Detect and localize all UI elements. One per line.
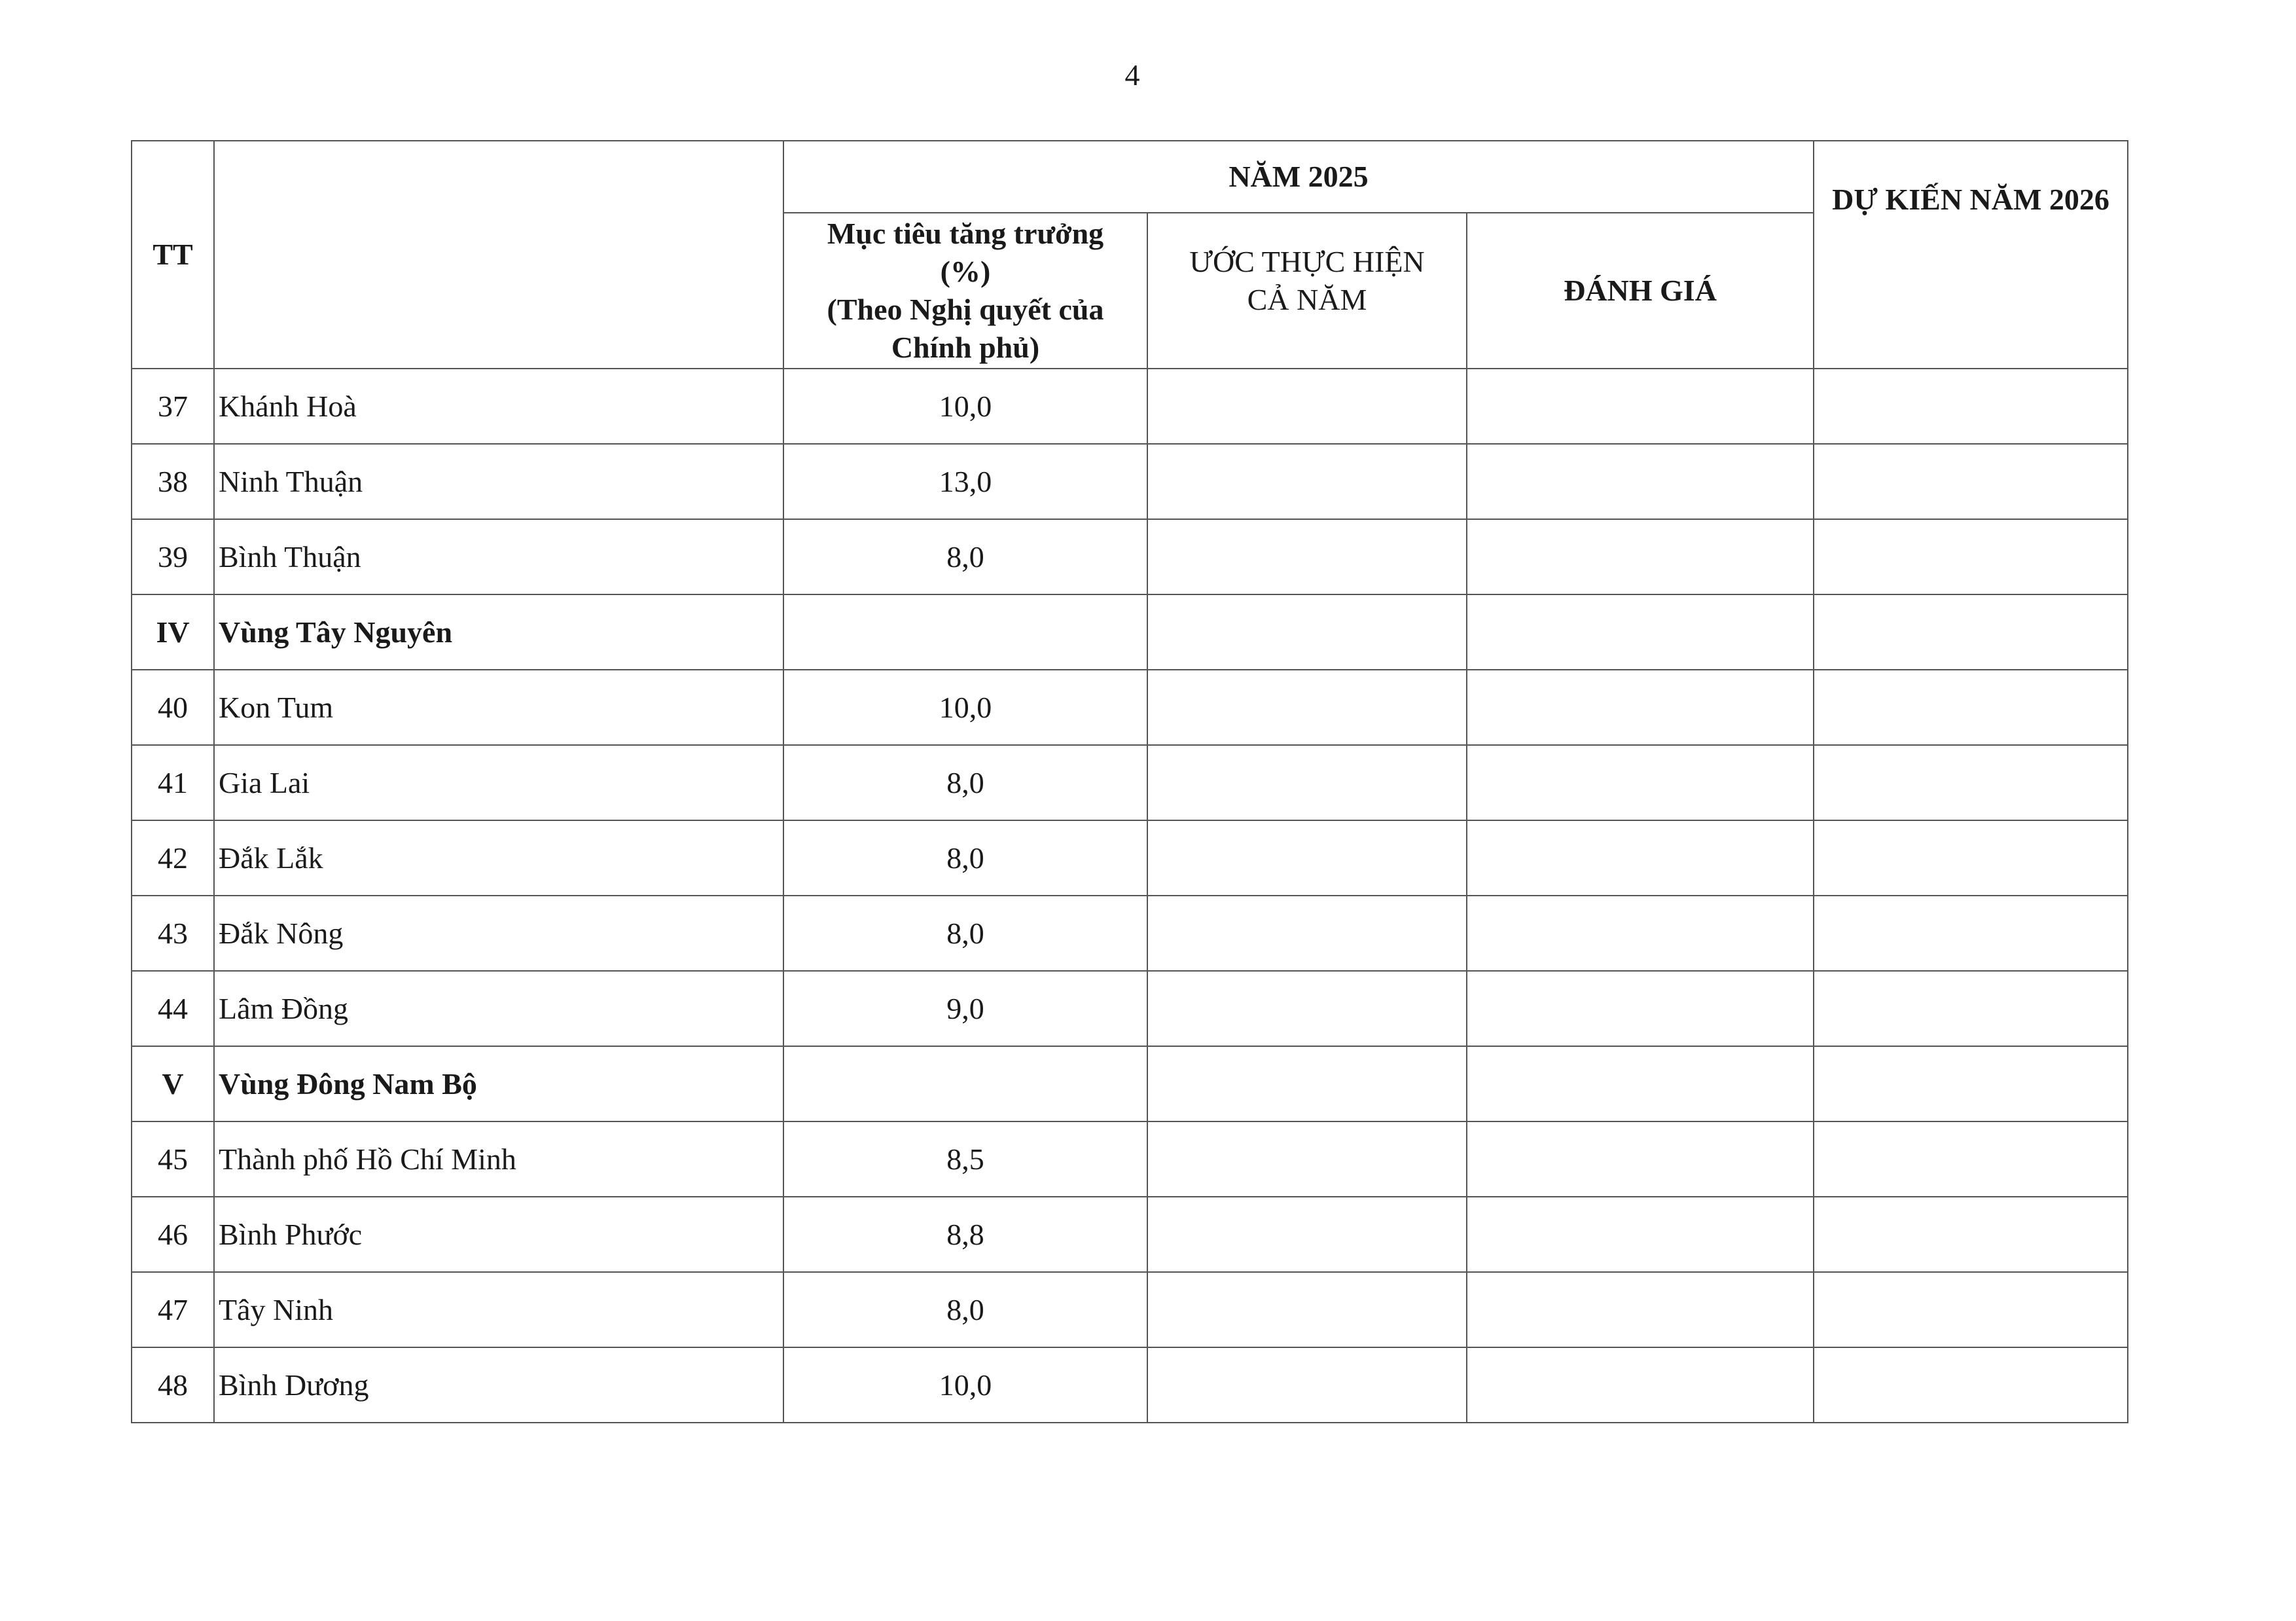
cell-estimate: [1147, 820, 1467, 896]
cell-forecast: [1814, 1046, 2128, 1121]
cell-growth-target: 8,0: [783, 519, 1147, 594]
table-row: [132, 1197, 2128, 1272]
cell-evaluation: [1467, 1046, 1814, 1121]
cell-tt: 40: [132, 670, 214, 745]
table-row: [132, 1347, 2128, 1423]
cell-forecast: [1814, 971, 2128, 1046]
cell-forecast: [1814, 745, 2128, 820]
cell-name: Đắk Lắk: [214, 820, 783, 896]
table-row: [132, 519, 2128, 594]
header-year-2025: NĂM 2025: [783, 141, 1814, 213]
cell-name: Kon Tum: [214, 670, 783, 745]
cell-name: Gia Lai: [214, 745, 783, 820]
section-row: [132, 1046, 2128, 1121]
cell-tt: 37: [132, 369, 214, 444]
cell-evaluation: [1467, 444, 1814, 519]
cell-growth-target: 10,0: [783, 670, 1147, 745]
cell-name: Bình Dương: [214, 1347, 783, 1423]
cell-evaluation: [1467, 1347, 1814, 1423]
cell-evaluation: [1467, 369, 1814, 444]
cell-evaluation: [1467, 1121, 1814, 1197]
cell-forecast: [1814, 1121, 2128, 1197]
table-row: [132, 670, 2128, 745]
cell-estimate: [1147, 1347, 1467, 1423]
cell-name: Vùng Đông Nam Bộ: [214, 1046, 783, 1121]
cell-forecast: [1814, 1272, 2128, 1347]
cell-estimate: [1147, 369, 1467, 444]
cell-growth-target: 10,0: [783, 369, 1147, 444]
cell-growth-target: [783, 1046, 1147, 1121]
header-growth-target-line4: Chính phủ): [891, 331, 1040, 364]
cell-estimate: [1147, 745, 1467, 820]
cell-tt: IV: [132, 594, 214, 670]
cell-name: Ninh Thuận: [214, 444, 783, 519]
growth-target-table: [131, 140, 2128, 1423]
cell-tt: 46: [132, 1197, 214, 1272]
cell-tt: 38: [132, 444, 214, 519]
cell-forecast: [1814, 670, 2128, 745]
header-forecast-2026: [1814, 141, 2128, 369]
cell-name: Đắk Nông: [214, 896, 783, 971]
cell-name: Bình Thuận: [214, 519, 783, 594]
cell-forecast: [1814, 1197, 2128, 1272]
cell-evaluation: [1467, 1272, 1814, 1347]
cell-growth-target: 8,5: [783, 1121, 1147, 1197]
cell-evaluation: [1467, 971, 1814, 1046]
cell-estimate: [1147, 971, 1467, 1046]
cell-estimate: [1147, 1121, 1467, 1197]
cell-name: Khánh Hoà: [214, 369, 783, 444]
cell-tt: 48: [132, 1347, 214, 1423]
cell-growth-target: [783, 594, 1147, 670]
cell-tt: 42: [132, 820, 214, 896]
cell-growth-target: 8,0: [783, 896, 1147, 971]
page-number: 4: [1124, 58, 1140, 92]
cell-estimate: [1147, 519, 1467, 594]
header-forecast-2026-label: DỰ KIẾN NĂM 2026: [1832, 183, 2109, 216]
cell-forecast: [1814, 594, 2128, 670]
header-estimate-line1: ƯỚC THỰC HIỆN: [1189, 245, 1425, 278]
cell-growth-target: 8,0: [783, 745, 1147, 820]
cell-forecast: [1814, 1347, 2128, 1423]
table-row: [132, 971, 2128, 1046]
cell-growth-target: 13,0: [783, 444, 1147, 519]
cell-name: Thành phố Hồ Chí Minh: [214, 1121, 783, 1197]
cell-evaluation: [1467, 519, 1814, 594]
cell-forecast: [1814, 519, 2128, 594]
header-tt: TT: [132, 141, 214, 369]
cell-tt: 44: [132, 971, 214, 1046]
cell-growth-target: 8,0: [783, 1272, 1147, 1347]
table-row: [132, 820, 2128, 896]
header-growth-target-line1: Mục tiêu tăng trưởng: [827, 217, 1104, 250]
cell-estimate: [1147, 1046, 1467, 1121]
cell-forecast: [1814, 820, 2128, 896]
table-body: [132, 369, 2128, 1423]
header-evaluation: ĐÁNH GIÁ: [1467, 213, 1814, 369]
cell-growth-target: 8,0: [783, 820, 1147, 896]
header-name-blank: [214, 141, 783, 369]
cell-estimate: [1147, 1197, 1467, 1272]
cell-estimate: [1147, 1272, 1467, 1347]
header-estimate: [1147, 213, 1467, 369]
cell-name: Vùng Tây Nguyên: [214, 594, 783, 670]
cell-growth-target: 9,0: [783, 971, 1147, 1046]
cell-tt: 47: [132, 1272, 214, 1347]
cell-evaluation: [1467, 745, 1814, 820]
cell-evaluation: [1467, 896, 1814, 971]
cell-name: Tây Ninh: [214, 1272, 783, 1347]
header-growth-target-line2: (%): [940, 255, 991, 288]
cell-estimate: [1147, 594, 1467, 670]
cell-tt: 43: [132, 896, 214, 971]
cell-tt: 45: [132, 1121, 214, 1197]
cell-estimate: [1147, 896, 1467, 971]
table-row: [132, 444, 2128, 519]
cell-growth-target: 10,0: [783, 1347, 1147, 1423]
table-row: [132, 1121, 2128, 1197]
header-growth-target-line3: (Theo Nghị quyết của: [827, 293, 1104, 326]
cell-estimate: [1147, 444, 1467, 519]
cell-forecast: [1814, 369, 2128, 444]
cell-name: Bình Phước: [214, 1197, 783, 1272]
cell-tt: 41: [132, 745, 214, 820]
cell-evaluation: [1467, 670, 1814, 745]
section-row: [132, 594, 2128, 670]
cell-evaluation: [1467, 1197, 1814, 1272]
table-row: [132, 369, 2128, 444]
cell-forecast: [1814, 444, 2128, 519]
table-row: [132, 745, 2128, 820]
cell-name: Lâm Đồng: [214, 971, 783, 1046]
header-estimate-line2: CẢ NĂM: [1247, 283, 1367, 316]
cell-evaluation: [1467, 820, 1814, 896]
cell-estimate: [1147, 670, 1467, 745]
cell-evaluation: [1467, 594, 1814, 670]
table-row: [132, 896, 2128, 971]
cell-forecast: [1814, 896, 2128, 971]
cell-growth-target: 8,8: [783, 1197, 1147, 1272]
cell-tt: 39: [132, 519, 214, 594]
cell-tt: V: [132, 1046, 214, 1121]
table-row: [132, 1272, 2128, 1347]
header-growth-target: [783, 213, 1147, 369]
